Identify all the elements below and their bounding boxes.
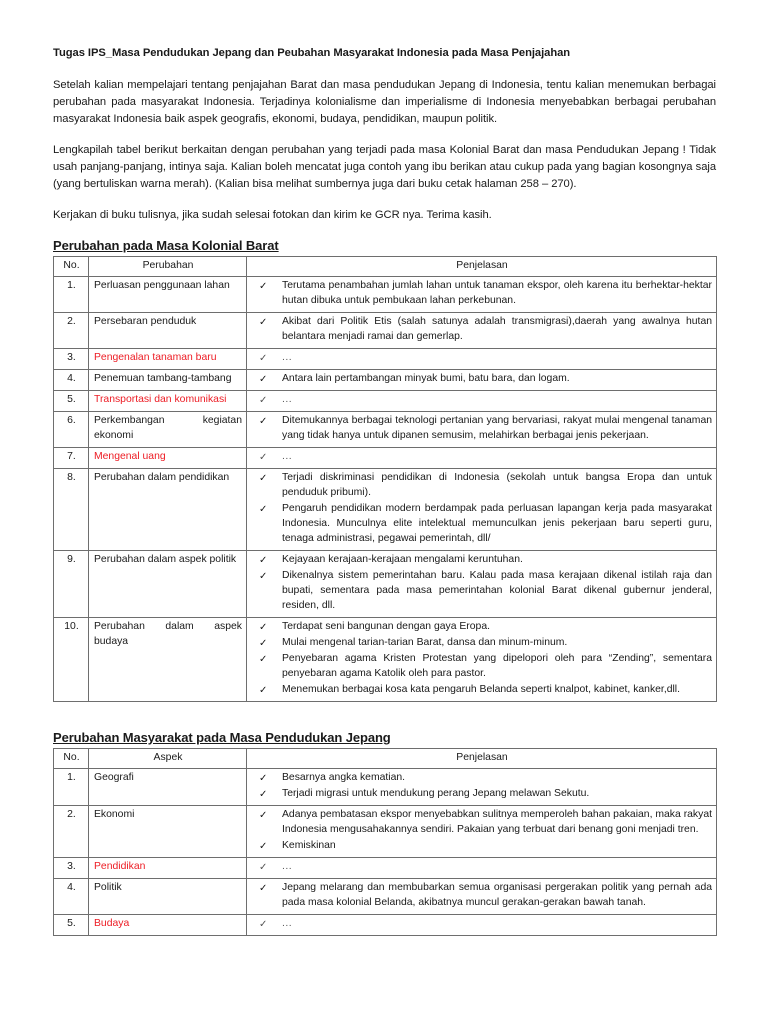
row-explanation [247, 550, 717, 617]
checklist [252, 881, 712, 911]
checklist-item [252, 620, 712, 635]
checklist-item-text: Dikenalnya sistem pemerintahan baru. Kalau pada masa kerajaan dikenal istilah raja dan bupati, sementara pada masa pemerintahan kolonial Barat dikenal gubernur jenderal, residen, dll. [282, 569, 712, 611]
column-header-no: No. [54, 748, 89, 768]
intro-paragraph-2: Lengkapilah tabel berikut berkaitan dengan perubahan yang terjadi pada masa Kolonial Barat dan masa Pendudukan Jepang ! Tidak usah panjang-panjang, intinya saja. Kalian boleh mencatat juga contoh yang ibu berikan atau cukup pada yang bagian kosongnya saja (yang bertuliskan warna merah). (Kalian bisa melihat sumbernya juga dari buku cetak halaman 258 – 270). [53, 144, 716, 191]
checklist-item [252, 683, 712, 698]
checklist [252, 553, 712, 614]
checklist-item-text: ... [282, 451, 293, 463]
checklist [252, 372, 712, 387]
checklist [252, 414, 712, 444]
check-icon: ✓ [259, 653, 268, 665]
row-number: 5. [54, 914, 89, 935]
intro-paragraph-1: Setelah kalian mempelajari tentang penjajahan Barat dan masa pendudukan Jepang di Indonesia, tentu kalian menemukan berbagai perubahan pada masyarakat Indonesia. Terjadinya kolonialisme dan imperialisme di Indonesia menyebabkan berbagai perubahan masyarakat Indonesia baik aspek geografis, ekonomi, budaya, pendidikan, maupun politik. [53, 79, 716, 126]
table-row [54, 349, 717, 370]
check-icon: ✓ [259, 570, 268, 582]
checklist-item-text: ... [282, 917, 293, 929]
checklist-item [252, 279, 712, 309]
checklist [252, 471, 712, 547]
row-topic-blank: Transportasi dan komunikasi [89, 391, 247, 412]
checklist-item-text: ... [282, 352, 293, 364]
checklist-item-text: ... [282, 860, 293, 872]
row-number: 6. [54, 412, 89, 448]
checklist-item-text: Kemiskinan [282, 839, 336, 851]
checklist-item-text: Mulai mengenal tarian-tarian Barat, dansa dan minum-minum. [282, 636, 568, 648]
checklist-item [252, 351, 712, 366]
column-header-explanation: Penjelasan [247, 748, 717, 768]
row-topic: Perubahan dalam aspek politik [89, 550, 247, 617]
check-icon: ✓ [259, 554, 268, 566]
check-icon: ✓ [259, 473, 268, 485]
check-icon: ✓ [259, 504, 268, 516]
table-row [54, 805, 717, 857]
row-explanation [247, 349, 717, 370]
checklist [252, 917, 712, 932]
row-explanation [247, 878, 717, 914]
table-row [54, 878, 717, 914]
row-topic-blank: Pengenalan tanaman baru [89, 349, 247, 370]
row-topic: Perubahan dalam pendidikan [89, 469, 247, 551]
checklist-item [252, 839, 712, 854]
checklist-item-text: Terjadi migrasi untuk mendukung perang Jepang melawan Sekutu. [282, 787, 590, 799]
check-icon: ✓ [259, 882, 268, 894]
row-number: 1. [54, 277, 89, 313]
page-title: Tugas IPS_Masa Pendudukan Jepang dan Peubahan Masyarakat Indonesia pada Masa Penjajahan [53, 47, 571, 59]
row-explanation [247, 448, 717, 469]
table-row [54, 277, 717, 313]
row-explanation [247, 469, 717, 551]
row-explanation [247, 391, 717, 412]
checklist [252, 620, 712, 698]
row-explanation [247, 857, 717, 878]
row-number: 7. [54, 448, 89, 469]
row-topic: Geografi [89, 768, 247, 805]
checklist-item-text: Terutama penambahan jumlah lahan untuk tanaman ekspor, oleh karena itu berhektar-hektar hutan dibuka untuk pembukaan lahan perkebunan. [282, 280, 712, 307]
checklist [252, 393, 712, 408]
checklist-item [252, 652, 712, 682]
row-topic: Perubahan dalam aspek budaya [89, 617, 247, 701]
intro-paragraph-3: Kerjakan di buku tulisnya, jika sudah selesai fotokan dan kirim ke GCR nya. Terima kasih. [53, 209, 492, 222]
row-topic: Perkembangan kegiatan ekonomi [89, 412, 247, 448]
checklist-item-text: Besarnya angka kematian. [282, 771, 406, 783]
check-icon: ✓ [259, 918, 268, 930]
checklist-item [252, 553, 712, 568]
row-topic: Ekonomi [89, 805, 247, 857]
checklist [252, 279, 712, 309]
row-explanation [247, 805, 717, 857]
row-number: 2. [54, 805, 89, 857]
row-explanation [247, 768, 717, 805]
section-heading-table2: Perubahan Masyarakat pada Masa Pendudukan Jepang [53, 729, 391, 745]
table-row [54, 412, 717, 448]
row-number: 4. [54, 878, 89, 914]
check-icon: ✓ [259, 684, 268, 696]
table-pendudukan-jepang [53, 748, 717, 936]
checklist [252, 351, 712, 366]
row-explanation [247, 370, 717, 391]
table-row [54, 391, 717, 412]
checklist-item [252, 471, 712, 501]
check-icon: ✓ [259, 317, 268, 329]
row-number: 4. [54, 370, 89, 391]
row-explanation [247, 914, 717, 935]
check-icon: ✓ [259, 416, 268, 428]
table-row [54, 448, 717, 469]
checklist-item [252, 372, 712, 387]
checklist-item-text: Pengaruh pendidikan modern berdampak pada perluasan lapangan kerja pada masyarakat Indonesia. Munculnya elite intelektual memunculkan jenis pekerjaan baru seperti guru, tenaga administrasi, pegawai pemerintah, dll/ [282, 503, 712, 544]
checklist-item-text: Antara lain pertambangan minyak bumi, batu bara, dan logam. [282, 373, 570, 385]
checklist-item-text: Terjadi diskriminasi pendidikan di Indonesia (sekolah untuk bangsa Eropa dan untuk penduduk pribumi). [282, 472, 712, 499]
column-header-topic: Aspek [89, 748, 247, 768]
row-number: 3. [54, 857, 89, 878]
row-number: 3. [54, 349, 89, 370]
row-number: 10. [54, 617, 89, 701]
row-number: 5. [54, 391, 89, 412]
checklist-item-text: ... [282, 394, 293, 406]
row-number: 1. [54, 768, 89, 805]
table-header-row [54, 257, 717, 277]
row-topic-blank: Pendidikan [89, 857, 247, 878]
table-header-row [54, 748, 717, 768]
check-icon: ✓ [259, 281, 268, 293]
checklist-item [252, 450, 712, 465]
checklist [252, 771, 712, 802]
check-icon: ✓ [259, 861, 268, 873]
column-header-no: No. [54, 257, 89, 277]
checklist-item-text: Adanya pembatasan ekspor menyebabkan sulitnya memperoleh bahan pakaian, maka rakyat Indonesia mengusahakannya sendiri. Pakaian yang terbuat dari benang goni menjadi tren. [282, 808, 712, 835]
checklist-item-text: Ditemukannya berbagai teknologi pertanian yang bervariasi, rakyat mulai mengenal tanaman yang tidak hanya untuk dipanen semusim, melahirkan berbagai jenis pekerjaan. [282, 415, 712, 442]
row-number: 8. [54, 469, 89, 551]
checklist-item [252, 393, 712, 408]
check-icon: ✓ [259, 395, 268, 407]
checklist-item [252, 315, 712, 345]
table-row [54, 313, 717, 349]
table-row [54, 617, 717, 701]
checklist-item [252, 860, 712, 875]
table-row [54, 914, 717, 935]
row-topic: Persebaran penduduk [89, 313, 247, 349]
checklist-item [252, 881, 712, 911]
checklist [252, 315, 712, 345]
check-icon: ✓ [259, 772, 268, 784]
checklist [252, 808, 712, 854]
column-header-explanation: Penjelasan [247, 257, 717, 277]
checklist-item [252, 636, 712, 651]
table2-body [54, 768, 717, 935]
row-explanation [247, 277, 717, 313]
checklist-item-text: Jepang melarang dan membubarkan semua organisasi pergerakan politik yang pernah ada pada masa kolonial Belanda, akibatnya muncul gerakan-gerakan bawah tanah. [282, 881, 712, 908]
table-kolonial-barat [53, 256, 717, 702]
row-topic-blank: Mengenal uang [89, 448, 247, 469]
table-row [54, 469, 717, 551]
table-row [54, 370, 717, 391]
table1-body [54, 277, 717, 702]
check-icon: ✓ [259, 788, 268, 800]
check-icon: ✓ [259, 452, 268, 464]
check-icon: ✓ [259, 374, 268, 386]
checklist-item-text: Kejayaan kerajaan-kerajaan mengalami keruntuhan. [282, 553, 523, 565]
checklist-item-text: Penyebaran agama Kristen Protestan yang dipelopori oleh para “Zending”, sementara penyebaran agama Katolik oleh para pastor. [282, 652, 712, 679]
checklist-item [252, 414, 712, 444]
row-topic: Perluasan penggunaan lahan [89, 277, 247, 313]
checklist-item-text: Terdapat seni bangunan dengan gaya Eropa. [282, 620, 490, 632]
checklist-item [252, 808, 712, 838]
row-number: 9. [54, 550, 89, 617]
check-icon: ✓ [259, 353, 268, 365]
row-topic: Penemuan tambang-tambang [89, 370, 247, 391]
checklist-item [252, 771, 712, 786]
table-row [54, 768, 717, 805]
check-icon: ✓ [259, 637, 268, 649]
section-heading-table1: Perubahan pada Masa Kolonial Barat [53, 238, 279, 254]
table-row [54, 550, 717, 617]
row-topic: Politik [89, 878, 247, 914]
row-number: 2. [54, 313, 89, 349]
check-icon: ✓ [259, 809, 268, 821]
checklist [252, 860, 712, 875]
checklist-item [252, 787, 712, 802]
row-explanation [247, 617, 717, 701]
row-explanation [247, 313, 717, 349]
check-icon: ✓ [259, 840, 268, 852]
row-topic-blank: Budaya [89, 914, 247, 935]
table-row [54, 857, 717, 878]
checklist [252, 450, 712, 465]
check-icon: ✓ [259, 621, 268, 633]
row-explanation [247, 412, 717, 448]
checklist-item-text: Menemukan berbagai kosa kata pengaruh Belanda seperti knalpot, kabinet, kanker,dll. [282, 683, 680, 695]
checklist-item-text: Akibat dari Politik Etis (salah satunya adalah transmigrasi),daerah yang awalnya hutan belantara menjadi ramai dan gemerlap. [282, 316, 712, 343]
checklist-item [252, 502, 712, 547]
checklist-item [252, 569, 712, 614]
checklist-item [252, 917, 712, 932]
column-header-topic: Perubahan [89, 257, 247, 277]
